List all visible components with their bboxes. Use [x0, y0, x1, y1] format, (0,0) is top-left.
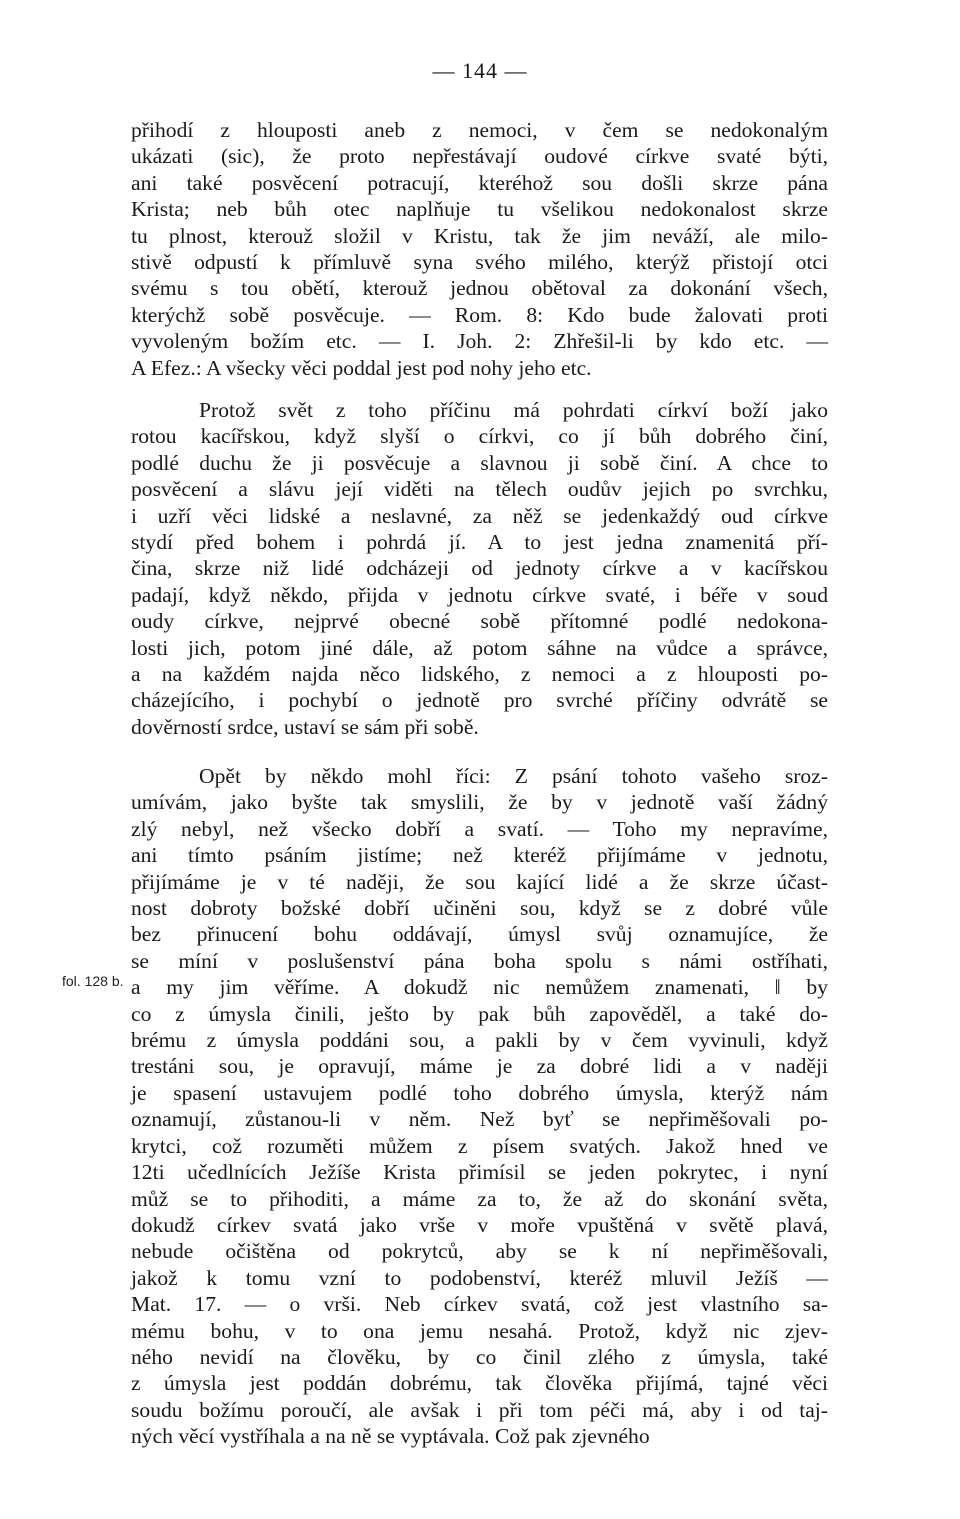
text-line: ného nevidí na člověku, by co činil zlého z úmysla, také: [131, 1344, 828, 1369]
text-line: umívám, jako byšte tak smyslili, že by v jednotě vaší žádný: [131, 790, 828, 815]
text-line: krytci, což rozuměti můžem z písem svatých. Jakož hned ve: [131, 1133, 828, 1158]
text-line: Protož svět z toho příčinu má pohrdati církví boží jako: [199, 398, 828, 422]
text-line: nebude očištěna od pokrytců, aby se k ní nepřiměšovali,: [131, 1239, 828, 1264]
paragraph-1: [131, 117, 828, 381]
text-line: A Efez.: A všecky věci poddal jest pod nohy jeho etc.: [131, 355, 592, 380]
text-line: ani tímto psáním jistíme; než kteréž přijímáme v jednotu,: [131, 843, 828, 868]
text-line: čina, skrze niž lidé odcházeji od jednoty církve a v kacířskou: [131, 556, 828, 581]
margin-note: fol. 128 b.: [62, 973, 124, 989]
text-line: přihodí z hlouposti aneb z nemoci, v čem se nedokonalým: [131, 118, 828, 142]
text-line: stydí před bohem i pohrdá jí. A to jest jedna znamenitá pří-: [131, 530, 828, 555]
text-line: mému bohu, v to ona jemu nesahá. Protož, když nic zjev-: [131, 1318, 828, 1343]
text-line: dověrností srdce, ustaví se sám při sobě.: [131, 714, 479, 739]
text-line: dokudž církev svatá jako vrše v moře vpuštěná v světě plavá,: [131, 1212, 828, 1237]
text-line: rotou kacířskou, když slyší o církvi, co jí bůh dobrého činí,: [131, 424, 828, 449]
paragraph-3: [131, 763, 828, 1450]
text-line: tu plnost, kterouž složil v Kristu, tak že jim neváží, ale milo-: [131, 223, 828, 248]
text-line: oznamují, zůstanou-li v něm. Než byť se nepřiměšovali po-: [131, 1107, 828, 1132]
text-line: i uzří věci lidské a neslavné, za něž se jedenkaždý oud církve: [131, 503, 828, 528]
paragraph-2: [131, 397, 828, 740]
text-line: kterýchž sobě posvěcuje. — Rom. 8: Kdo bude žalovati proti: [131, 302, 828, 327]
text-line: zlý nebyl, než všecko dobří a svatí. — Toho my nepravíme,: [131, 816, 828, 841]
text-line: soudu božímu poroučí, ale avšak i při tom péči má, aby i od taj-: [131, 1397, 828, 1422]
text-line: přijímáme je v té naději, že sou kající lidé a že skrze účast-: [131, 869, 828, 894]
text-line: bez přinucení bohu oddávají, úmysl svůj oznamujíce, že: [131, 922, 828, 947]
text-line: podlé duchu že ji posvěcuje a slavnou ji sobě činí. A chce to: [131, 450, 828, 475]
page-number: — 144 —: [432, 58, 528, 83]
text-line: stivě odpustí k přímluvě syna svého milého, kterýž přistojí otci: [131, 250, 828, 275]
text-line: cházejícího, i pochybí o jednotě pro svrché příčiny odvrátě se: [131, 688, 828, 713]
text-line: posvěcení a slávu její viděti na tělech oudův jejich po svrchku,: [131, 477, 828, 502]
text-line: padají, když někdo, přijda v jednotu církve svaté, i béře v soud: [131, 582, 828, 607]
text-line: se míní v poslušenství pána boha spolu s námi ostříhati,: [131, 948, 828, 973]
text-line: vyvoleným božím etc. — I. Joh. 2: Zhřešil-li by kdo etc. —: [131, 329, 828, 354]
text-line: ných věcí vystříhala a na ně se vyptávala. Což pak zjevného: [131, 1424, 650, 1449]
text-line: Opět by někdo mohl říci: Z psání tohoto vašeho sroz-: [199, 764, 828, 788]
text-line: svému s tou obětí, kterouž jednou obětoval za dokonání všech,: [131, 276, 828, 301]
text-line: můž se to přihoditi, a máme za to, že až do skonání světa,: [131, 1186, 828, 1211]
text-line: nost dobroty božské dobří učiněni sou, když se z dobré vůle: [131, 896, 828, 921]
text-line: Mat. 17. — o vrši. Neb církev svatá, což jest vlastního sa-: [131, 1292, 828, 1317]
text-line: ani také posvěcení potracují, kteréhož sou došli skrze pána: [131, 170, 828, 195]
text-line: a na každém najda něco lidského, z nemoci a z hlouposti po-: [131, 662, 828, 687]
text-line: oudy církve, nejprvé obecné sobě přítomné podlé nedokona-: [131, 609, 828, 634]
text-line: losti jich, potom jiné dále, až potom sáhne na vůdce a správce,: [131, 635, 828, 660]
text-line: jakož k tomu vzní to podobenství, kteréž mluvil Ježíš —: [131, 1265, 828, 1290]
text-line: co z úmysla činili, ješto by pak bůh zapověděl, a také do-: [131, 1001, 828, 1026]
text-line: a my jim věříme. A dokudž nic nemůžem znamenati, ‖ by: [131, 975, 828, 1000]
text-line: brému z úmysla poddáni sou, a pakli by v čem vyvinuli, když: [131, 1028, 828, 1053]
text-line: 12ti učedlnících Ježíše Krista přimísil se jeden pokrytec, i nyní: [131, 1160, 828, 1185]
text-line: trestáni sou, je opravují, máme je za dobré lidi a v naději: [131, 1054, 828, 1079]
text-line: Krista; neb bůh otec naplňuje tu všelikou nedokonalost skrze: [131, 197, 828, 222]
text-line: ukázati (sic), že proto nepřestávají oudové církve svaté býti,: [131, 144, 828, 169]
text-line: je spasení ustavujem podlé toho dobrého úmysla, kterýž nám: [131, 1080, 828, 1105]
text-line: z úmysla jest poddán dobrému, tak člověka přijímá, tajné věci: [131, 1371, 828, 1396]
